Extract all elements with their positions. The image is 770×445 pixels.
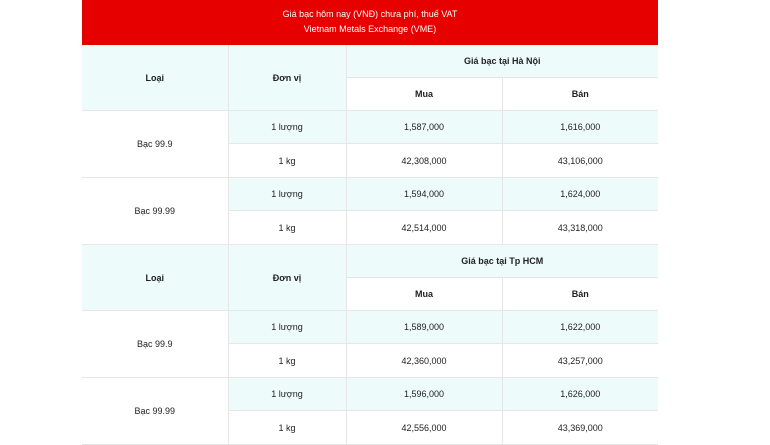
buy-cell: 42,514,000 (346, 211, 502, 245)
price-table-container (82, 0, 658, 445)
sell-cell: 43,106,000 (502, 144, 658, 178)
sell-cell: 43,318,000 (502, 211, 658, 245)
table-row (82, 311, 658, 344)
buy-cell: 1,587,000 (346, 111, 502, 144)
unit-cell: 1 kg (228, 344, 346, 378)
unit-cell: 1 kg (228, 144, 346, 178)
buy-cell: 42,360,000 (346, 344, 502, 378)
header-row (82, 245, 658, 278)
header-don-vi: Đơn vị (228, 45, 346, 111)
buy-cell: 1,596,000 (346, 378, 502, 411)
buy-cell: 42,308,000 (346, 144, 502, 178)
unit-cell: 1 lượng (228, 378, 346, 411)
header-loai: Loại (82, 245, 228, 311)
header-region-hcm: Giá bạc tại Tp HCM (346, 245, 658, 278)
buy-cell: 1,589,000 (346, 311, 502, 344)
table-row (82, 378, 658, 411)
unit-cell: 1 lượng (228, 111, 346, 144)
type-cell: Bạc 99.9 (82, 311, 228, 378)
header-loai: Loại (82, 45, 228, 111)
header-ban: Bán (502, 278, 658, 311)
unit-cell: 1 kg (228, 211, 346, 245)
sell-cell: 43,257,000 (502, 344, 658, 378)
type-cell: Bạc 99.99 (82, 178, 228, 245)
banner-subtitle: Vietnam Metals Exchange (VME) (303, 24, 437, 34)
sell-cell: 1,624,000 (502, 178, 658, 211)
unit-cell: 1 kg (228, 411, 346, 445)
type-cell: Bạc 99.9 (82, 111, 228, 178)
header-mua: Mua (346, 78, 502, 111)
sell-cell: 1,622,000 (502, 311, 658, 344)
sell-cell: 43,369,000 (502, 411, 658, 445)
type-cell: Bạc 99.99 (82, 378, 228, 445)
banner-title: Giá bạc hôm nay (VNĐ) chưa phí, thuế VAT (282, 9, 458, 19)
header-row (82, 45, 658, 78)
unit-cell: 1 lượng (228, 311, 346, 344)
table-row (82, 111, 658, 144)
buy-cell: 1,594,000 (346, 178, 502, 211)
table-banner (82, 0, 658, 45)
header-ban: Bán (502, 78, 658, 111)
sell-cell: 1,626,000 (502, 378, 658, 411)
sell-cell: 1,616,000 (502, 111, 658, 144)
unit-cell: 1 lượng (228, 178, 346, 211)
header-don-vi: Đơn vị (228, 245, 346, 311)
header-mua: Mua (346, 278, 502, 311)
table-row (82, 178, 658, 211)
header-region-hanoi: Giá bạc tại Hà Nội (346, 45, 658, 78)
buy-cell: 42,556,000 (346, 411, 502, 445)
silver-price-table (82, 45, 658, 445)
